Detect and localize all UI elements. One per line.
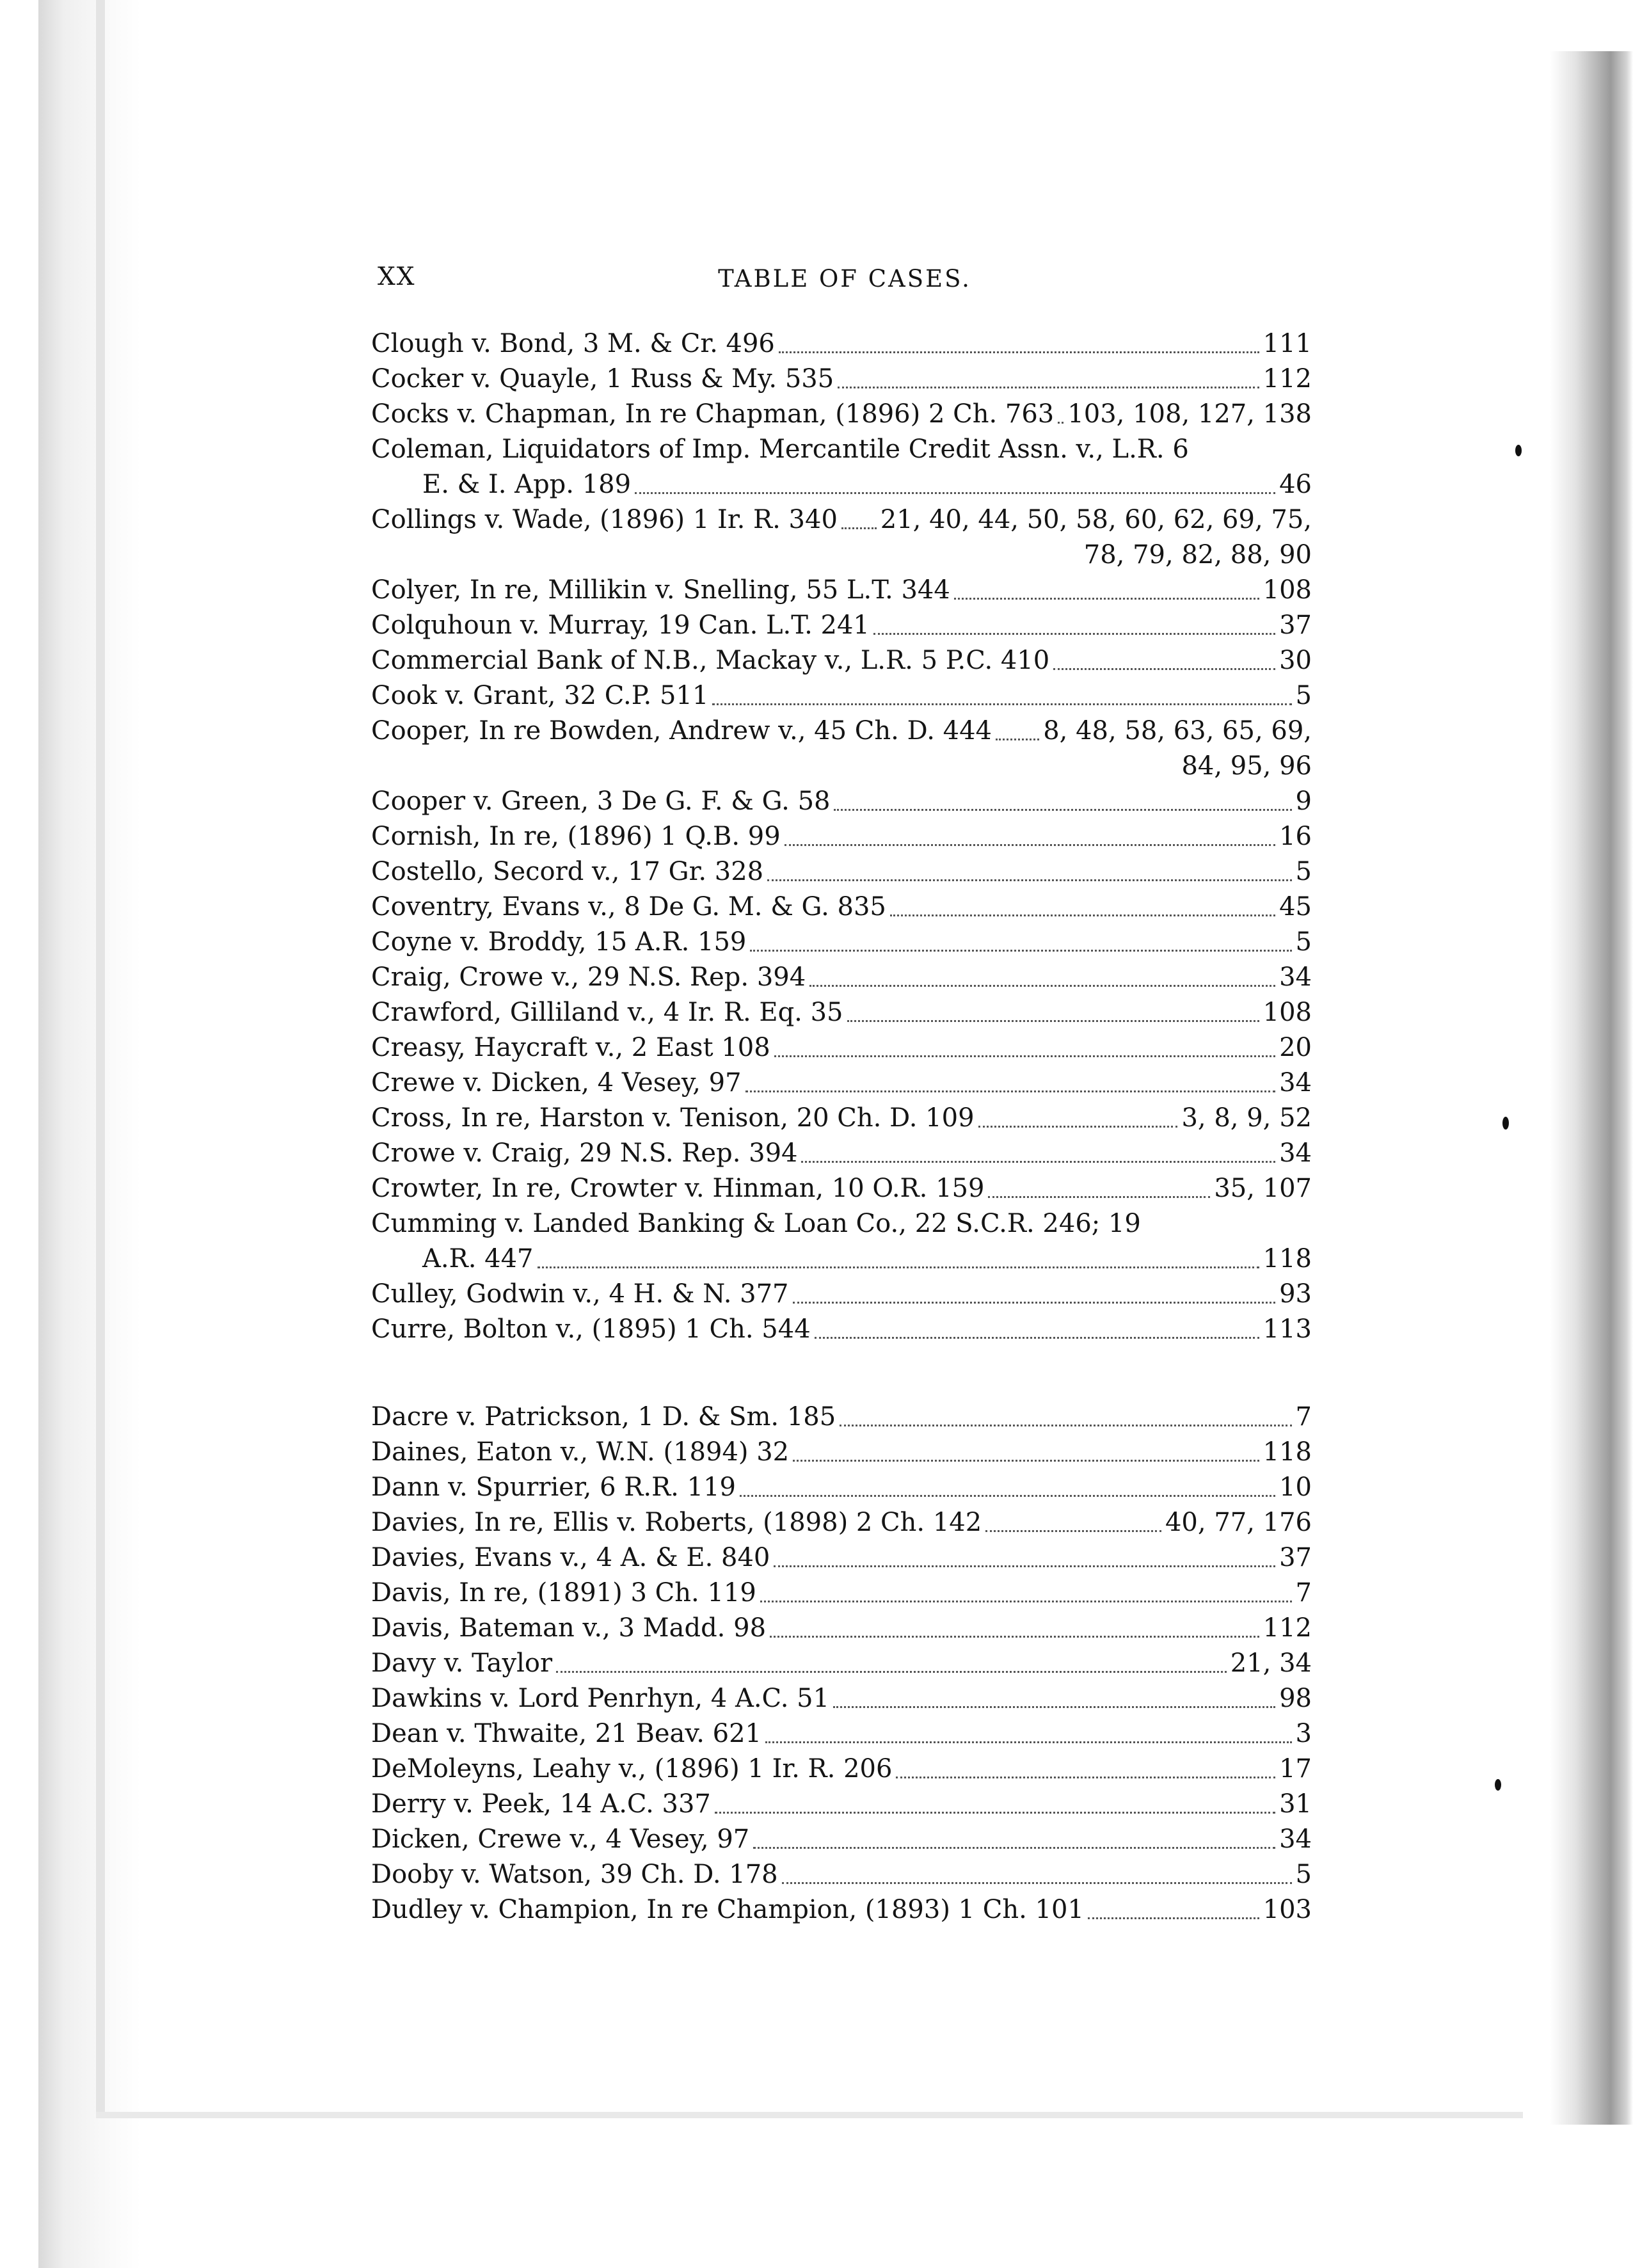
dot-leader [750,943,1291,952]
dot-leader [538,1260,1259,1268]
dot-leader [767,873,1291,881]
dot-leader [815,1330,1259,1339]
dot-leader [834,803,1291,811]
dot-leader [712,697,1291,705]
case-name: Crewe v. Dicken, 4 Vesey, 97 [371,1068,742,1098]
book-binding-edge [38,0,141,2268]
page-references-continued: 84, 95, 96 [1181,751,1312,781]
page-references: 5 [1295,857,1312,886]
page-references: 30 [1279,646,1312,675]
page-header [378,262,1312,301]
case-entry [371,819,1312,854]
dot-leader [838,380,1259,388]
dot-leader [779,345,1259,353]
case-entry [371,1312,1312,1347]
case-name: Commercial Bank of N.B., Mackay v., L.R. 5 P.C. 410 [371,646,1050,675]
case-name: Davis, Bateman v., 3 Madd. 98 [371,1613,767,1643]
scan-speck [1495,1779,1501,1791]
page-references: 37 [1279,1543,1312,1572]
dot-leader [1088,1911,1259,1919]
dot-leader [985,1524,1161,1532]
page-references: 37 [1279,611,1312,640]
case-entry [371,1066,1312,1101]
page-references: 103, 108, 127, 138 [1067,399,1312,429]
page-references: 98 [1279,1684,1312,1713]
case-entry [371,397,1312,432]
case-name: DeMoleyns, Leahy v., (1896) 1 Ir. R. 206 [371,1754,893,1784]
dot-leader [833,1700,1275,1708]
case-name: Clough v. Bond, 3 M. & Cr. 496 [371,329,775,358]
case-name: Dudley v. Champion, In re Champion, (1893) 1 Ch. 101 [371,1895,1084,1924]
case-name: Cross, In re, Harston v. Tenison, 20 Ch. D. 109 [371,1103,975,1133]
case-entry [371,960,1312,995]
dot-leader [793,1295,1276,1304]
case-name: Davis, In re, (1891) 3 Ch. 119 [371,1578,756,1608]
case-entry [371,326,1312,362]
case-entry [371,502,1312,573]
case-name: Cooper v. Green, 3 De G. F. & G. 58 [371,787,831,816]
page-references: 113 [1263,1314,1312,1344]
dot-leader [801,1154,1275,1163]
case-entry [371,1576,1312,1611]
scan-speck [1515,445,1522,456]
case-name: Culley, Godwin v., 4 H. & N. 377 [371,1279,789,1309]
bottom-page-edge [96,2112,1523,2118]
dot-leader [774,1049,1275,1057]
case-name: Dean v. Thwaite, 21 Beav. 621 [371,1719,761,1748]
case-name: Colquhoun v. Murray, 19 Can. L.T. 241 [371,611,870,640]
case-name: Derry v. Peek, 14 A.C. 337 [371,1789,711,1819]
case-name: Dann v. Spurrier, 6 R.R. 119 [371,1473,736,1502]
dot-leader [988,1190,1210,1198]
dot-leader [635,486,1275,494]
case-entry [371,1611,1312,1646]
case-name: Craig, Crowe v., 29 N.S. Rep. 394 [371,962,806,992]
page-references: 45 [1279,892,1312,922]
case-name: Cook v. Grant, 32 C.P. 511 [371,681,709,710]
dot-leader [840,1418,1291,1426]
dot-leader [896,1770,1275,1778]
case-name: Coventry, Evans v., 8 De G. M. & G. 835 [371,892,886,922]
case-name: Dooby v. Watson, 39 Ch. D. 178 [371,1860,778,1889]
page-references: 7 [1295,1578,1312,1608]
dot-leader [873,627,1275,635]
case-entry [371,643,1312,678]
page-references: 34 [1279,1068,1312,1098]
dot-leader [841,521,877,529]
page-references: 3 [1295,1719,1312,1748]
page-title: TABLE OF CASES. [718,265,971,292]
dot-leader [1053,662,1275,670]
case-entry [371,1857,1312,1892]
case-name: Curre, Bolton v., (1895) 1 Ch. 544 [371,1314,811,1344]
page-references: 21, 34 [1230,1649,1312,1678]
dot-leader [765,1735,1292,1743]
dot-leader [793,1453,1259,1462]
case-entry [371,1892,1312,1928]
case-entry [371,890,1312,925]
dot-leader [785,838,1275,846]
page-references: 34 [1279,962,1312,992]
page-references: 10 [1279,1473,1312,1502]
dot-leader [740,1489,1275,1497]
case-entry [371,1030,1312,1066]
page-references: 108 [1263,998,1312,1027]
dot-leader [978,1119,1178,1128]
case-entry [371,573,1312,608]
case-entry [371,1822,1312,1857]
dot-leader [760,1594,1292,1602]
case-entry [371,1646,1312,1681]
case-name: Davy v. Taylor [371,1649,553,1678]
case-name: Dawkins v. Lord Penrhyn, 4 A.C. 51 [371,1684,830,1713]
page-folio: XX [378,262,416,291]
case-entry [371,608,1312,643]
case-entry [371,784,1312,819]
case-name: Cornish, In re, (1896) 1 Q.B. 99 [371,822,781,851]
case-entry [371,1400,1312,1435]
page-references: 5 [1295,927,1312,957]
page-references: 35, 107 [1214,1174,1312,1203]
page-references: 8, 48, 58, 63, 65, 69, [1043,716,1312,746]
case-entry [371,1716,1312,1752]
case-name: Cocks v. Chapman, In re Chapman, (1896) 2 Ch. 763 [371,399,1055,429]
page-references: 103 [1263,1895,1312,1924]
page-references: 118 [1263,1244,1312,1274]
page-references: 31 [1279,1789,1312,1819]
case-name: Dicken, Crewe v., 4 Vesey, 97 [371,1825,750,1854]
case-name: Coyne v. Broddy, 15 A.R. 159 [371,927,747,957]
case-entry [371,1136,1312,1171]
dot-leader [996,732,1039,740]
page-references: 5 [1295,681,1312,710]
dot-leader [770,1629,1259,1638]
case-name: Cumming v. Landed Banking & Loan Co., 22 S.C.R. 246; 19 [371,1209,1141,1238]
case-name: Crowter, In re, Crowter v. Hinman, 10 O.R. 159 [371,1174,985,1203]
case-name: Crawford, Gilliland v., 4 Ir. R. Eq. 35 [371,998,843,1027]
case-name: Collings v. Wade, (1896) 1 Ir. R. 340 [371,505,838,534]
page-references: 118 [1263,1437,1312,1467]
page-references: 21, 40, 44, 50, 58, 60, 62, 69, 75, [880,505,1312,534]
page-references: 108 [1263,575,1312,605]
case-name: Crowe v. Craig, 29 N.S. Rep. 394 [371,1138,798,1168]
page-references: 111 [1263,329,1312,358]
dot-leader [847,1014,1259,1022]
case-name: Costello, Secord v., 17 Gr. 328 [371,857,764,886]
page-references: 20 [1279,1033,1312,1062]
dot-leader [1058,415,1063,424]
page-references: 9 [1295,787,1312,816]
case-name-continued: E. & I. App. 189 [422,470,632,499]
case-name: Coleman, Liquidators of Imp. Mercantile Credit Assn. v., L.R. 6 [371,435,1189,464]
case-entry [371,925,1312,960]
case-name: Creasy, Haycraft v., 2 East 108 [371,1033,770,1062]
case-entry [371,678,1312,714]
page-references: 7 [1295,1402,1312,1432]
case-name: Dacre v. Patrickson, 1 D. & Sm. 185 [371,1402,836,1432]
case-entry [371,1752,1312,1787]
dot-leader [774,1559,1275,1567]
scan-speck [1502,1117,1509,1130]
dot-leader [556,1665,1227,1673]
page-references: 17 [1279,1754,1312,1784]
case-entry [371,1435,1312,1470]
page-references: 112 [1263,364,1312,394]
page-references: 40, 77, 176 [1165,1508,1312,1537]
case-entry [371,1681,1312,1716]
dot-leader [745,1084,1276,1092]
case-entry [371,1206,1312,1277]
case-name: Daines, Eaton v., W.N. (1894) 32 [371,1437,790,1467]
case-entry [371,1171,1312,1206]
dot-leader [890,908,1275,916]
case-entry [371,1470,1312,1505]
case-name: Cooper, In re Bowden, Andrew v., 45 Ch. D. 444 [371,716,992,746]
case-entry [371,995,1312,1030]
dot-leader [809,978,1275,987]
dot-leader [715,1805,1275,1814]
page-references: 93 [1279,1279,1312,1309]
case-name-continued: A.R. 447 [422,1244,534,1274]
case-entry [371,362,1312,397]
case-entry [371,1101,1312,1136]
page-references: 34 [1279,1138,1312,1168]
right-page-edge [1550,51,1633,2125]
case-entry [371,714,1312,784]
case-entry [371,1277,1312,1312]
dot-leader [954,591,1259,600]
page-references: 16 [1279,822,1312,851]
case-name: Colyer, In re, Millikin v. Snelling, 55 L.T. 344 [371,575,950,605]
page-references-continued: 78, 79, 82, 88, 90 [1083,540,1312,570]
case-name: Davies, Evans v., 4 A. & E. 840 [371,1543,770,1572]
case-entry [371,1505,1312,1540]
case-entry [371,854,1312,890]
dot-leader [782,1876,1292,1884]
page-references: 3, 8, 9, 52 [1181,1103,1312,1133]
page-edge-shadow [96,0,105,2112]
page-references: 112 [1263,1613,1312,1643]
case-entry [371,1787,1312,1822]
dot-leader [753,1841,1275,1849]
case-list [371,326,1312,1928]
section-gap [371,1347,1312,1400]
page-references: 5 [1295,1860,1312,1889]
case-name: Cocker v. Quayle, 1 Russ & My. 535 [371,364,834,394]
case-entry [371,1540,1312,1576]
page-references: 34 [1279,1825,1312,1854]
case-name: Davies, In re, Ellis v. Roberts, (1898) 2 Ch. 142 [371,1508,982,1537]
case-entry [371,432,1312,502]
page-references: 46 [1279,470,1312,499]
